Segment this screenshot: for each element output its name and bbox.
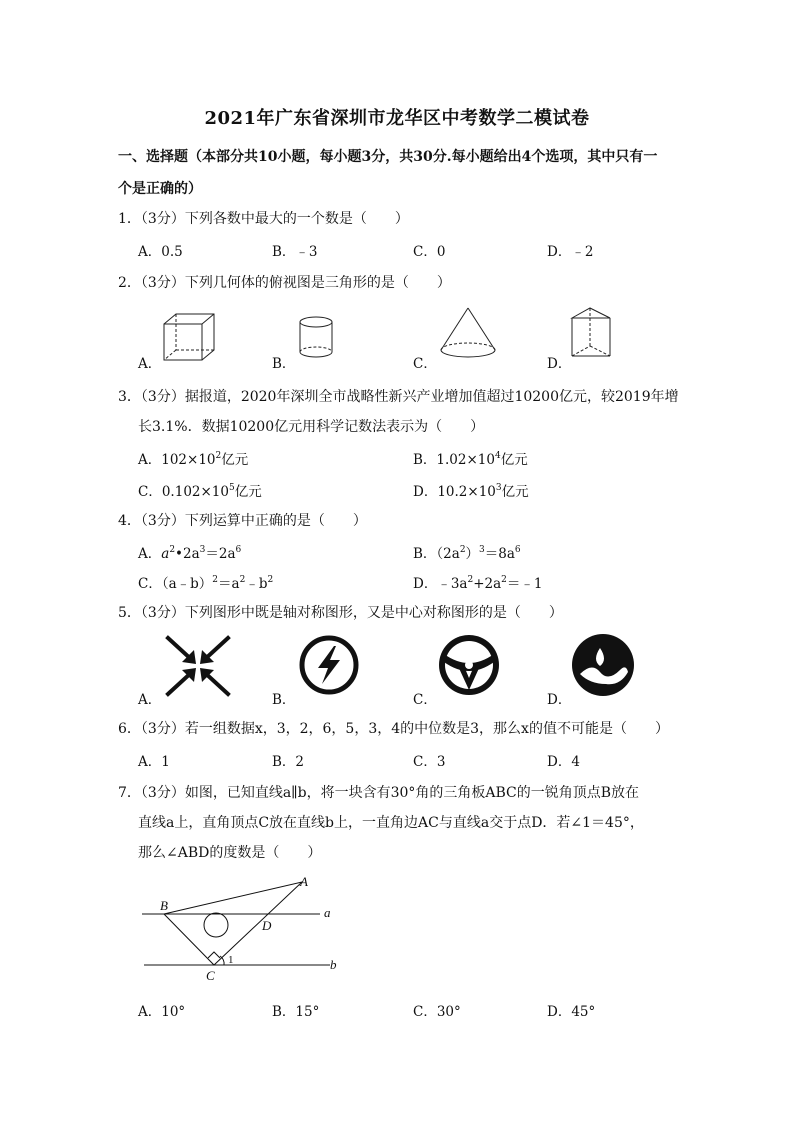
q2-stem: 2．（3分）下列几何体的俯视图是三角形的是（ ） bbox=[118, 275, 451, 291]
q5-option-a: A． bbox=[138, 692, 162, 708]
q7-option-d: D．45° bbox=[547, 1004, 596, 1020]
q6-option-d: D．4 bbox=[547, 754, 580, 770]
q5-option-b: B． bbox=[272, 692, 296, 708]
label-line-b: b bbox=[330, 957, 337, 972]
q4-option-b: B．$(2a^2)^3=8a^6$ bbox=[413, 545, 521, 562]
q3-option-d: D．$10.2\times 10^3$亿元 bbox=[413, 483, 529, 500]
q2-option-b: B． bbox=[272, 356, 296, 372]
q2-option-c: C． bbox=[413, 356, 437, 372]
q3-option-a: A．$102\times 10^2$亿元 bbox=[138, 451, 249, 468]
q2-option-d: D． bbox=[547, 356, 572, 372]
q6-option-a: A．1 bbox=[138, 754, 170, 770]
q1-stem: 1．（3分）下列各数中最大的一个数是（ ） bbox=[118, 211, 409, 227]
exam-title: 2021年广东省深圳市龙华区中考数学二模试卷 bbox=[204, 108, 590, 129]
q7-option-a: A．10° bbox=[138, 1004, 186, 1020]
q1-option-a: A．0.5 bbox=[138, 244, 183, 260]
q6-option-b: B．2 bbox=[272, 754, 305, 770]
q6-stem: 6．（3分）若一组数据x，3，2，6，5，3，4的中位数是3，那么x的值不可能是（ ） bbox=[118, 721, 669, 737]
q5-option-d: D． bbox=[547, 692, 572, 708]
cube-figure bbox=[160, 312, 220, 362]
q4-stem: 4．（3分）下列运算中正确的是（ ） bbox=[118, 513, 367, 529]
label-angle-1: 1 bbox=[228, 954, 234, 966]
wave-drop-symbol bbox=[570, 632, 636, 698]
q7-stem-line2: 直线a上，直角顶点C放在直线b上，一直角边AC与直线a交于点D．若∠1＝45°， bbox=[138, 815, 644, 831]
label-c-point: C bbox=[206, 968, 215, 983]
cylinder-figure bbox=[298, 316, 338, 360]
q1-option-b: B．﹣3 bbox=[272, 244, 318, 260]
cone-figure bbox=[438, 306, 502, 362]
triangle-abc bbox=[164, 882, 302, 965]
q7-option-c: C．30° bbox=[413, 1004, 461, 1020]
triangular-prism-figure bbox=[568, 306, 618, 362]
q4-option-d: D．$﹣3a^2+2a^2=﹣1$ bbox=[413, 575, 543, 592]
q7-stem-line1: 7．（3分）如图，已知直线a∥b，将一块含有30°角的三角板ABC的一锐角顶点B放在 bbox=[118, 785, 640, 801]
lightning-circle-symbol bbox=[298, 634, 360, 696]
section-heading-line1: 一、选择题（本部分共10小题，每小题3分，共30分.每小题给出4个选项，其中只有一 bbox=[118, 149, 658, 165]
q4-option-c: C．$(a﹣b)^2=a^2﹣b^2$ bbox=[138, 575, 274, 592]
q1-option-d: D．﹣2 bbox=[547, 244, 594, 260]
q1-option-c: C．0 bbox=[413, 244, 446, 260]
label-line-a: a bbox=[324, 905, 331, 920]
q3-stem-line2: 长3.1%．数据10200亿元用科学记数法表示为（ ） bbox=[138, 419, 485, 435]
q6-option-c: C．3 bbox=[413, 754, 446, 770]
q5-stem: 5．（3分）下列图形中既是轴对称图形，又是中心对称图形的是（ ） bbox=[118, 605, 563, 621]
q3-option-c: C．$0.102\times 10^5$亿元 bbox=[138, 483, 262, 500]
inward-arrows-symbol bbox=[166, 636, 230, 696]
q3-stem-line1: 3．（3分）据报道，2020年深圳全市战略性新兴产业增加值超过10200亿元，较2019年增 bbox=[118, 389, 679, 405]
q7-stem-line3: 那么∠ABD的度数是（ ） bbox=[138, 845, 322, 861]
q4-option-a: A．$a^2•2a^3=2a^6$ bbox=[138, 545, 242, 562]
q2-option-a: A． bbox=[138, 356, 162, 372]
q7-option-b: B．15° bbox=[272, 1004, 320, 1020]
label-b-point: B bbox=[160, 898, 168, 913]
q5-option-c: C． bbox=[413, 692, 437, 708]
label-d-point: D bbox=[262, 918, 272, 933]
section-heading-line2: 个是正确的） bbox=[118, 181, 202, 197]
q3-option-b: B．$1.02\times 10^4$亿元 bbox=[413, 451, 528, 468]
parallel-lines-triangle-figure bbox=[140, 870, 350, 985]
v-emblem-symbol bbox=[436, 632, 502, 698]
label-a-point: A bbox=[300, 874, 308, 889]
